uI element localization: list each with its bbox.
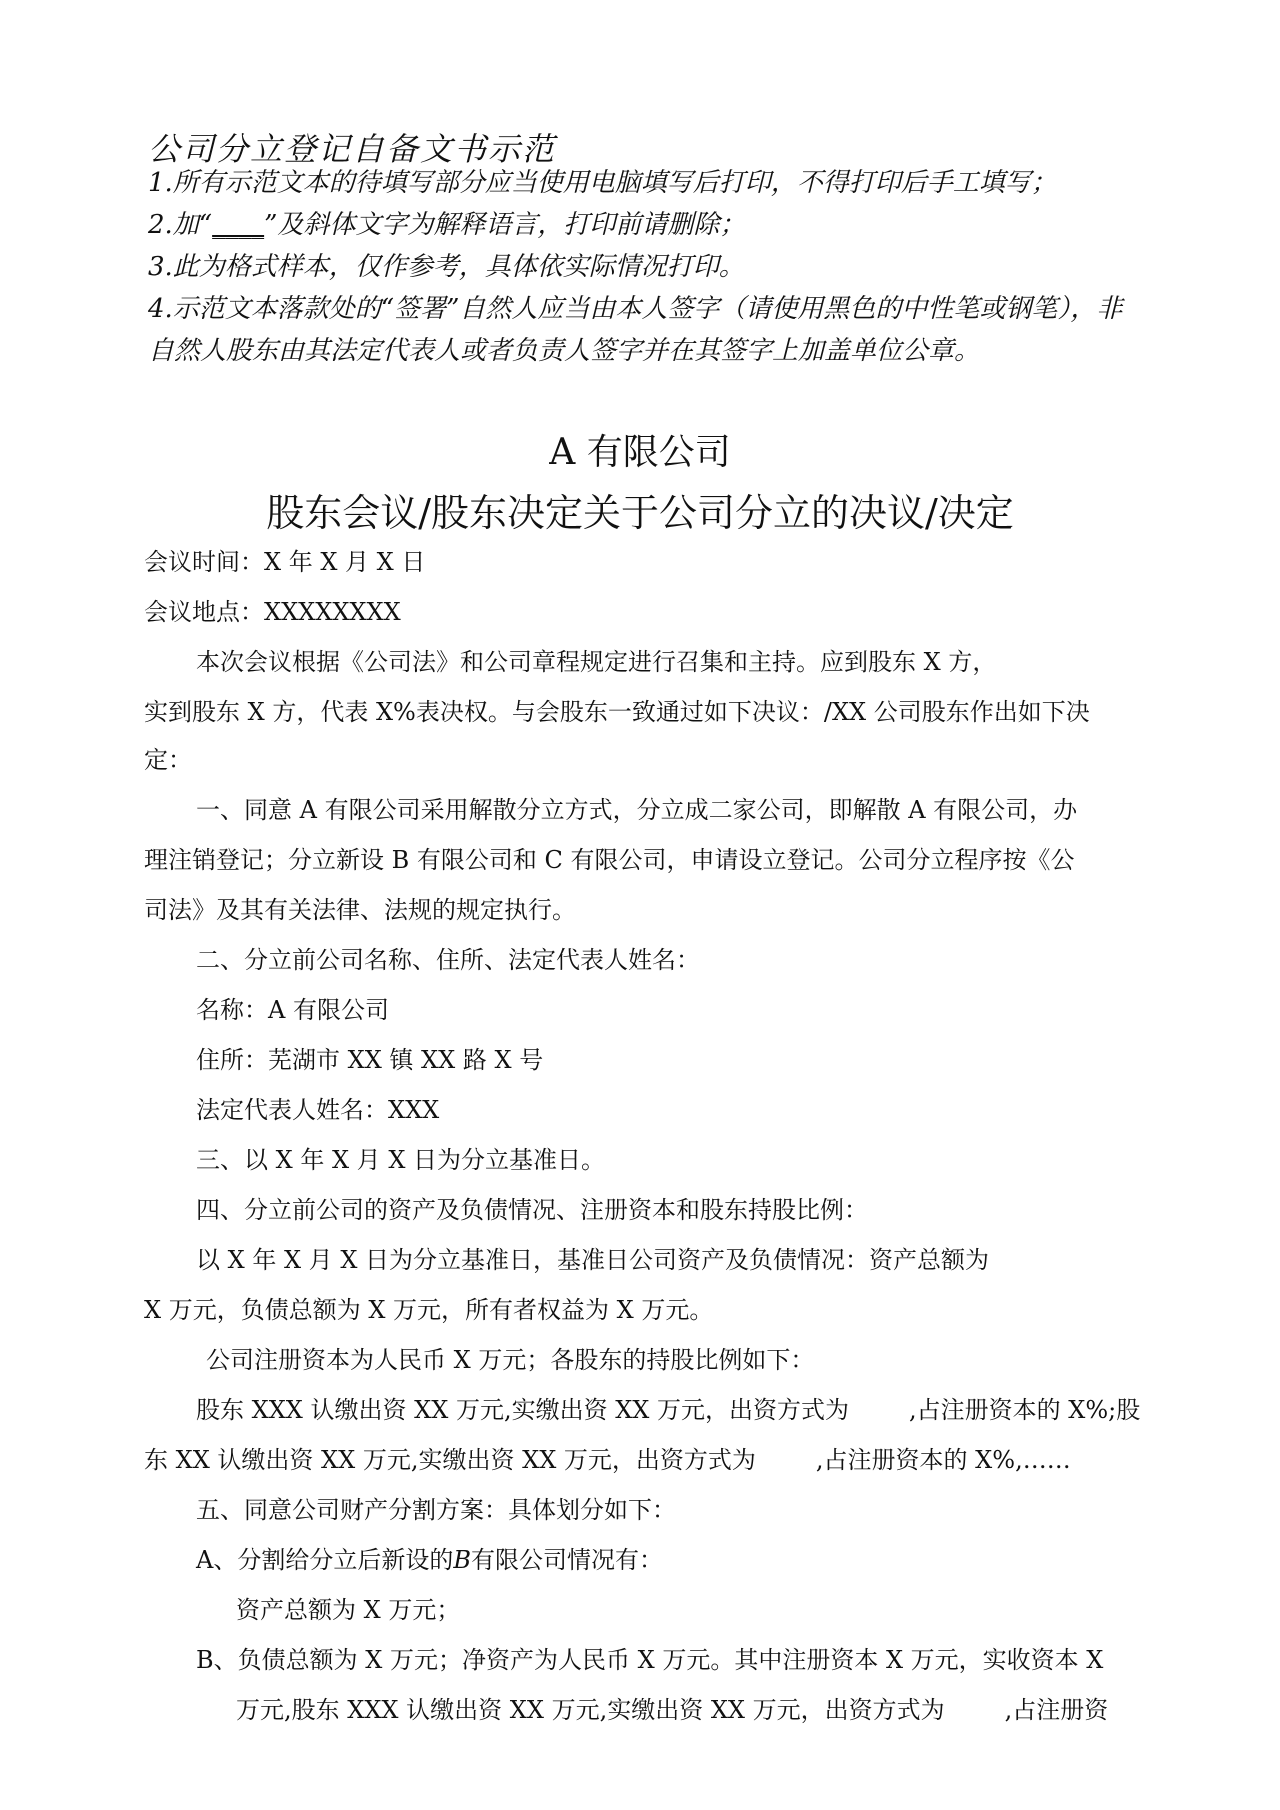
shareholder-line-1-a: 股东 XXX 认缴出资 XX 万元,实缴出资 XX 万元，出资方式为 xyxy=(196,1396,850,1424)
item-4: 四、分立前公司的资产及负债情况、注册资本和股东持股比例： xyxy=(196,1196,868,1224)
intro-line-3: 定： xyxy=(144,746,192,774)
item-1-line-2: 理注销登记；分立新设 B 有限公司和 C 有限公司，申请设立登记。公司分立程序按《公 xyxy=(144,846,1075,874)
section-b-line-2-b: ,占注册资 xyxy=(1004,1696,1109,1724)
item-1-line-1: 一、同意 A 有限公司采用解散分立方式，分立成二家公司，即解散 A 有限公司，办 xyxy=(196,796,1078,824)
section-a-heading-1: A、分割给分立后新设的 xyxy=(196,1546,454,1574)
shareholder-line-1 xyxy=(196,1390,1140,1425)
section-b-line-1: B、负债总额为 X 万元；净资产为人民币 X 万元。其中注册资本 X 万元，实收资本 X xyxy=(196,1646,1104,1674)
item-3: 三、以 X 年 X 月 X 日为分立基准日。 xyxy=(196,1146,606,1174)
company-address: 住所：芜湖市 XX 镇 XX 路 X 号 xyxy=(196,1046,544,1074)
section-a-assets: 资产总额为 X 万元； xyxy=(236,1596,461,1624)
section-a-heading xyxy=(196,1540,663,1575)
section-b-line-2 xyxy=(236,1690,1108,1725)
document-title-company: A 有限公司 xyxy=(549,432,731,473)
section-b-line-2-a: 万元,股东 XXX 认缴出资 XX 万元,实缴出资 XX 万元，出资方式为 xyxy=(236,1696,945,1724)
notice-line-5: 自然人股东由其法定代表人或者负责人签字并在其签字上加盖单位公章。 xyxy=(148,336,981,366)
section-a-heading-b: B xyxy=(453,1546,471,1574)
shareholder-line-2-b: ,占注册资本的 X%,…… xyxy=(815,1446,1071,1474)
notice-title: 公司分立登记自备文书示范 xyxy=(148,130,557,168)
notice-line-1: 1.所有示范文本的待填写部分应当使用电脑填写后打印，不得打印后手工填写； xyxy=(148,168,1057,198)
section-a-heading-2: 有限公司情况有： xyxy=(470,1546,663,1574)
notice-blank-sample: ____ xyxy=(212,210,265,240)
item-1-line-3: 司法》及其有关法律、法规的规定执行。 xyxy=(144,896,576,924)
company-name: 名称：A 有限公司 xyxy=(196,996,389,1024)
meeting-place: 会议地点：XXXXXXXX xyxy=(144,598,401,626)
legal-representative: 法定代表人姓名：XXX xyxy=(196,1096,440,1124)
intro-line-2: 实到股东 X 方，代表 X%表决权。与会股东一致通过如下决议：/XX 公司股东作出如下决 xyxy=(144,698,1090,726)
shareholder-line-1-b: ,占注册资本的 X%;股 xyxy=(909,1396,1141,1424)
assets-line-1: 以 X 年 X 月 X 日为分立基准日，基准日公司资产及负债情况：资产总额为 xyxy=(196,1246,990,1274)
registered-capital: 公司注册资本为人民币 X 万元；各股东的持股比例如下： xyxy=(206,1346,815,1374)
shareholder-line-2-a: 东 XX 认缴出资 XX 万元,实缴出资 XX 万元，出资方式为 xyxy=(144,1446,756,1474)
notice-line-3: 3.此为格式样本，仅作参考，具体依实际情况打印。 xyxy=(148,252,745,282)
item-2: 二、分立前公司名称、住所、法定代表人姓名： xyxy=(196,946,700,974)
notice-line-2-c: ”及斜体文字为解释语言，打印前请删除； xyxy=(264,210,746,240)
item-5: 五、同意公司财产分割方案：具体划分如下： xyxy=(196,1496,676,1524)
meeting-time: 会议时间：X 年 X 月 X 日 xyxy=(144,548,426,576)
shareholder-line-2 xyxy=(144,1440,1071,1475)
notice-line-4: 4.示范文本落款处的“签署”自然人应当由本人签字（请使用黑色的中性笔或钢笔），非 xyxy=(148,294,1123,324)
intro-line-1: 本次会议根据《公司法》和公司章程规定进行召集和主持。应到股东 X 方， xyxy=(196,648,997,676)
assets-line-2: X 万元，负债总额为 X 万元，所有者权益为 X 万元。 xyxy=(144,1296,714,1324)
notice-line-2-a: 2.加“ xyxy=(148,210,213,240)
document-title-resolution: 股东会议/股东决定关于公司分立的决议/决定 xyxy=(266,491,1014,535)
notice-line-2 xyxy=(148,204,1148,246)
